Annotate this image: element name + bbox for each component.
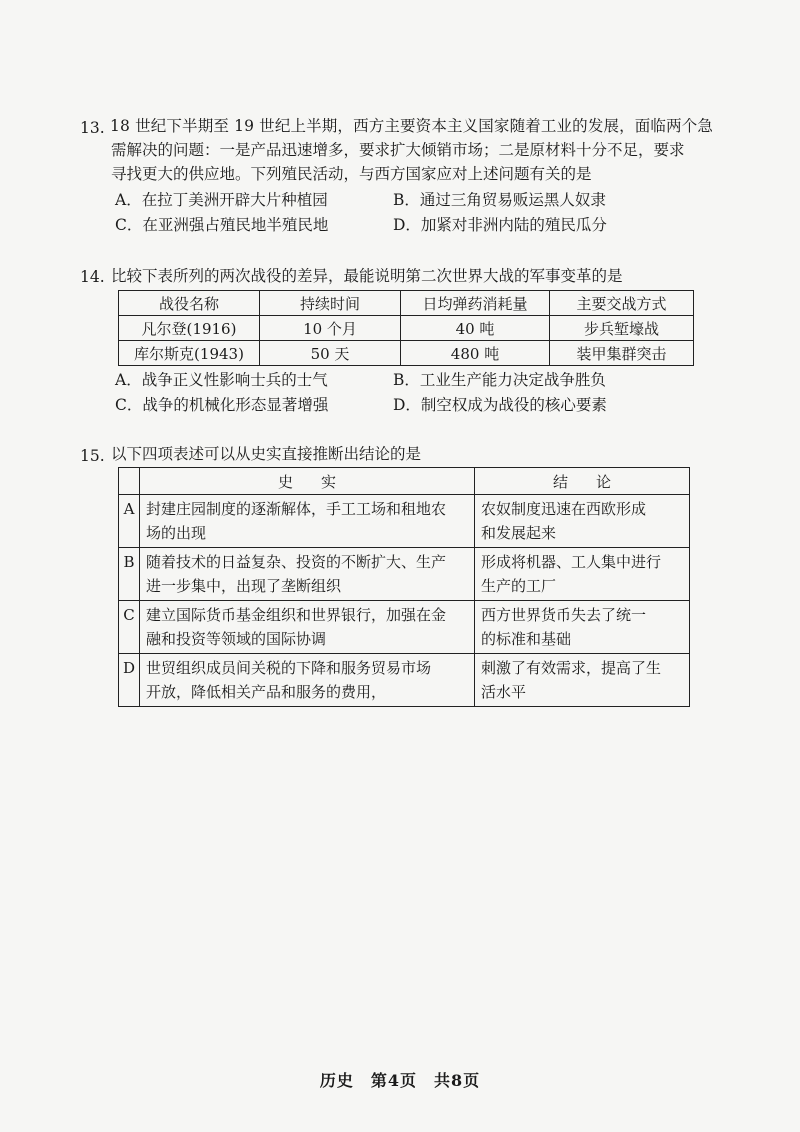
conclusion-line: 和发展起来 [481, 524, 557, 542]
option-c[interactable]: C．战争的机械化形态显著增强 [115, 396, 329, 414]
option-label[interactable]: B [119, 548, 140, 601]
table-header-cell: 史实 [140, 468, 475, 495]
question-stem: 比较下表所列的两次战役的差异，最能说明第二次世界大战的军事变革的是 [111, 267, 623, 285]
fact-line: 建立国际货币基金组织和世界银行，加强在金 [146, 606, 447, 624]
option-label[interactable]: C [119, 601, 140, 654]
question-number: 15. [80, 447, 105, 465]
option-d[interactable]: D．制空权成为战役的核心要素 [393, 396, 607, 414]
conclusion-line: 生产的工厂 [481, 577, 557, 595]
option-c[interactable]: C．在亚洲强占殖民地半殖民地 [115, 216, 329, 234]
option-label[interactable]: A [119, 495, 140, 548]
table-header-row [119, 291, 694, 316]
fact-cell [140, 495, 475, 548]
table-header-row [119, 468, 690, 495]
conclusion-line: 西方世界货币失去了统一 [481, 606, 647, 624]
question-stem-line: 需解决的问题：一是产品迅速增多，要求扩大倾销市场；二是原材料十分不足，要求 [111, 141, 685, 159]
fact-line: 封建庄园制度的逐渐解体，手工工场和租地农 [146, 500, 447, 518]
table-row [119, 341, 694, 366]
conclusion-cell [475, 495, 690, 548]
option-label[interactable]: D [119, 654, 140, 707]
fact-line: 场的出现 [146, 524, 207, 542]
question-number: 14. [80, 268, 105, 286]
table-row[interactable] [119, 654, 690, 707]
battle-comparison-table [118, 290, 694, 366]
facts-conclusions-table [118, 467, 690, 707]
table-row[interactable] [119, 548, 690, 601]
option-b[interactable]: B．工业生产能力决定战争胜负 [393, 371, 606, 389]
conclusion-line: 的标准和基础 [481, 630, 572, 648]
table-header-cell: 持续时间 [260, 291, 401, 316]
option-b[interactable]: B．通过三角贸易贩运黑人奴隶 [393, 191, 606, 209]
table-cell: 凡尔登(1916) [119, 316, 260, 341]
question-stem-line: 18 世纪下半期至 19 世纪上半期，西方主要资本主义国家随着工业的发展，面临两个急 [110, 117, 714, 135]
table-header-cell: 战役名称 [119, 291, 260, 316]
question-number: 13. [80, 119, 105, 137]
table-cell: 40 吨 [401, 316, 550, 341]
fact-cell [140, 601, 475, 654]
option-d[interactable]: D．加紧对非洲内陆的殖民瓜分 [393, 216, 607, 234]
table-row[interactable] [119, 601, 690, 654]
fact-line: 随着技术的日益复杂、投资的不断扩大、生产 [146, 553, 447, 571]
table-cell: 480 吨 [401, 341, 550, 366]
fact-line: 进一步集中，出现了垄断组织 [146, 577, 342, 595]
fact-line: 开放，降低相关产品和服务的费用， [146, 683, 387, 701]
conclusion-line: 形成将机器、工人集中进行 [481, 553, 662, 571]
question-stem-line: 寻找更大的供应地。下列殖民活动，与西方国家应对上述问题有关的是 [111, 165, 592, 183]
question-stem: 以下四项表述可以从史实直接推断出结论的是 [111, 445, 422, 463]
table-cell: 50 天 [260, 341, 401, 366]
fact-line: 融和投资等领域的国际协调 [146, 630, 327, 648]
table-cell: 装甲集群突击 [550, 341, 694, 366]
conclusion-line: 刺激了有效需求，提高了生 [481, 659, 662, 677]
fact-cell [140, 654, 475, 707]
table-row [119, 316, 694, 341]
option-a[interactable]: A．在拉丁美洲开辟大片种植园 [115, 191, 328, 209]
table-row[interactable] [119, 495, 690, 548]
table-header-cell: 主要交战方式 [550, 291, 694, 316]
table-header-cell-empty [119, 468, 140, 495]
option-a[interactable]: A．战争正义性影响士兵的士气 [115, 371, 328, 389]
conclusion-cell [475, 601, 690, 654]
table-header-cell: 结论 [475, 468, 690, 495]
table-header-cell: 日均弹药消耗量 [401, 291, 550, 316]
conclusion-line: 活水平 [481, 683, 527, 701]
fact-cell [140, 548, 475, 601]
conclusion-line: 农奴制度迅速在西欧形成 [481, 500, 647, 518]
table-cell: 10 个月 [260, 316, 401, 341]
page-footer: 历史 第4页 共8页 [319, 1071, 481, 1090]
table-cell: 库尔斯克(1943) [119, 341, 260, 366]
conclusion-cell [475, 654, 690, 707]
table-cell: 步兵堑壕战 [550, 316, 694, 341]
conclusion-cell [475, 548, 690, 601]
fact-line: 世贸组织成员间关税的下降和服务贸易市场 [146, 659, 432, 677]
